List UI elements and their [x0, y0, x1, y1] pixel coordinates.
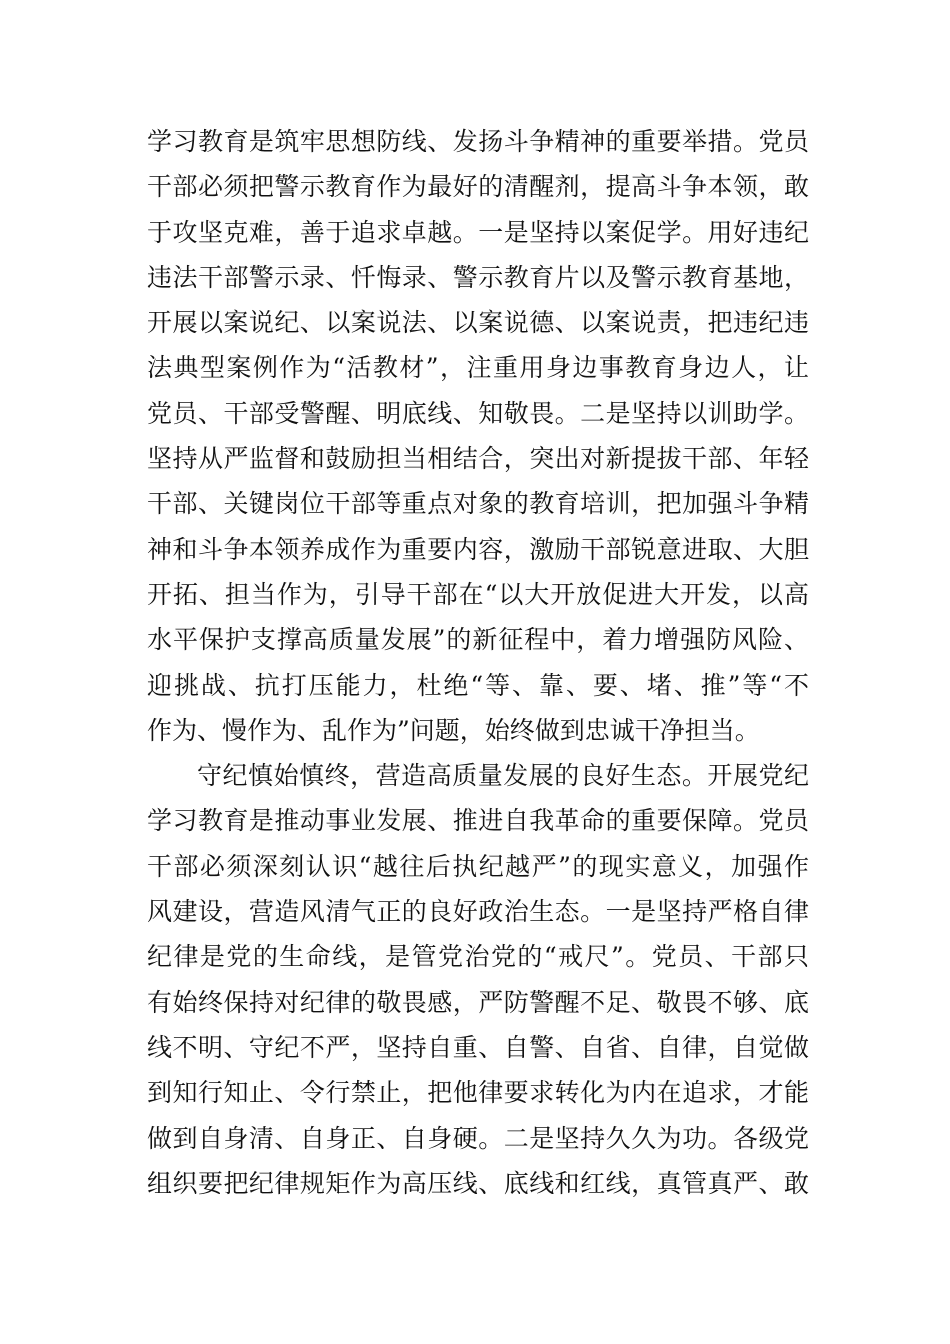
text-line: 水平保护支撑高质量发展”的新征程中，着力增强防风险、 [147, 625, 809, 655]
text-line: 纪律是党的生命线，是管党治党的“戒尺”。党员、干部只 [147, 942, 809, 972]
text-line: 违法干部警示录、忏悔录、警示教育片以及警示教育基地， [147, 262, 809, 292]
paragraph-keep-discipline [147, 753, 809, 1206]
text-line: 神和斗争本领养成作为重要内容，激励干部锐意进取、大胆 [147, 534, 809, 564]
text-line: 学习教育是推动事业发展、推进自我革命的重要保障。党员 [147, 806, 809, 836]
text-line: 于攻坚克难，善于追求卓越。一是坚持以案促学。用好违纪 [147, 217, 809, 247]
text-line: 组织要把纪律规矩作为高压线、底线和红线，真管真严、敢 [147, 1168, 809, 1198]
text-line: 干部必须深刻认识“越往后执纪越严”的现实意义，加强作 [147, 851, 809, 881]
text-line: 干部、关键岗位干部等重点对象的教育培训，把加强斗争精 [147, 489, 809, 519]
text-line: 学习教育是筑牢思想防线、发扬斗争精神的重要举措。党员 [147, 127, 809, 156]
paragraph-discipline-education [147, 119, 809, 753]
text-line: 到知行知止、令行禁止，把他律要求转化为内在追求，才能 [147, 1078, 809, 1108]
text-line: 有始终保持对纪律的敬畏感，严防警醒不足、敬畏不够、底 [147, 987, 809, 1017]
text-line: 做到自身清、自身正、自身硬。二是坚持久久为功。各级党 [147, 1123, 809, 1153]
text-line: 作为、慢作为、乱作为”问题，始终做到忠诚干净担当。 [147, 715, 760, 745]
text-line: 党员、干部受警醒、明底线、知敬畏。二是坚持以训助学。 [147, 398, 809, 428]
text-line: 迎挑战、抗打压能力，杜绝“等、靠、要、堵、推”等“不 [147, 670, 809, 700]
document-body [147, 119, 809, 1206]
text-line: 线不明、守纪不严，坚持自重、自警、自省、自律，自觉做 [147, 1032, 809, 1062]
text-line: 干部必须把警示教育作为最好的清醒剂，提高斗争本领，敢 [147, 172, 809, 202]
text-line: 坚持从严监督和鼓励担当相结合，突出对新提拔干部、年轻 [147, 444, 809, 474]
text-line: 开展以案说纪、以案说法、以案说德、以案说责，把违纪违 [147, 308, 809, 338]
text-line: 法典型案例作为“活教材”，注重用身边事教育身边人，让 [147, 353, 809, 383]
text-line: 守纪慎始慎终，营造高质量发展的良好生态。开展党纪 [197, 761, 809, 791]
text-line: 风建设，营造风清气正的良好政治生态。一是坚持严格自律 [147, 897, 809, 927]
text-line: 开拓、担当作为，引导干部在“以大开放促进大开发，以高 [147, 579, 809, 609]
